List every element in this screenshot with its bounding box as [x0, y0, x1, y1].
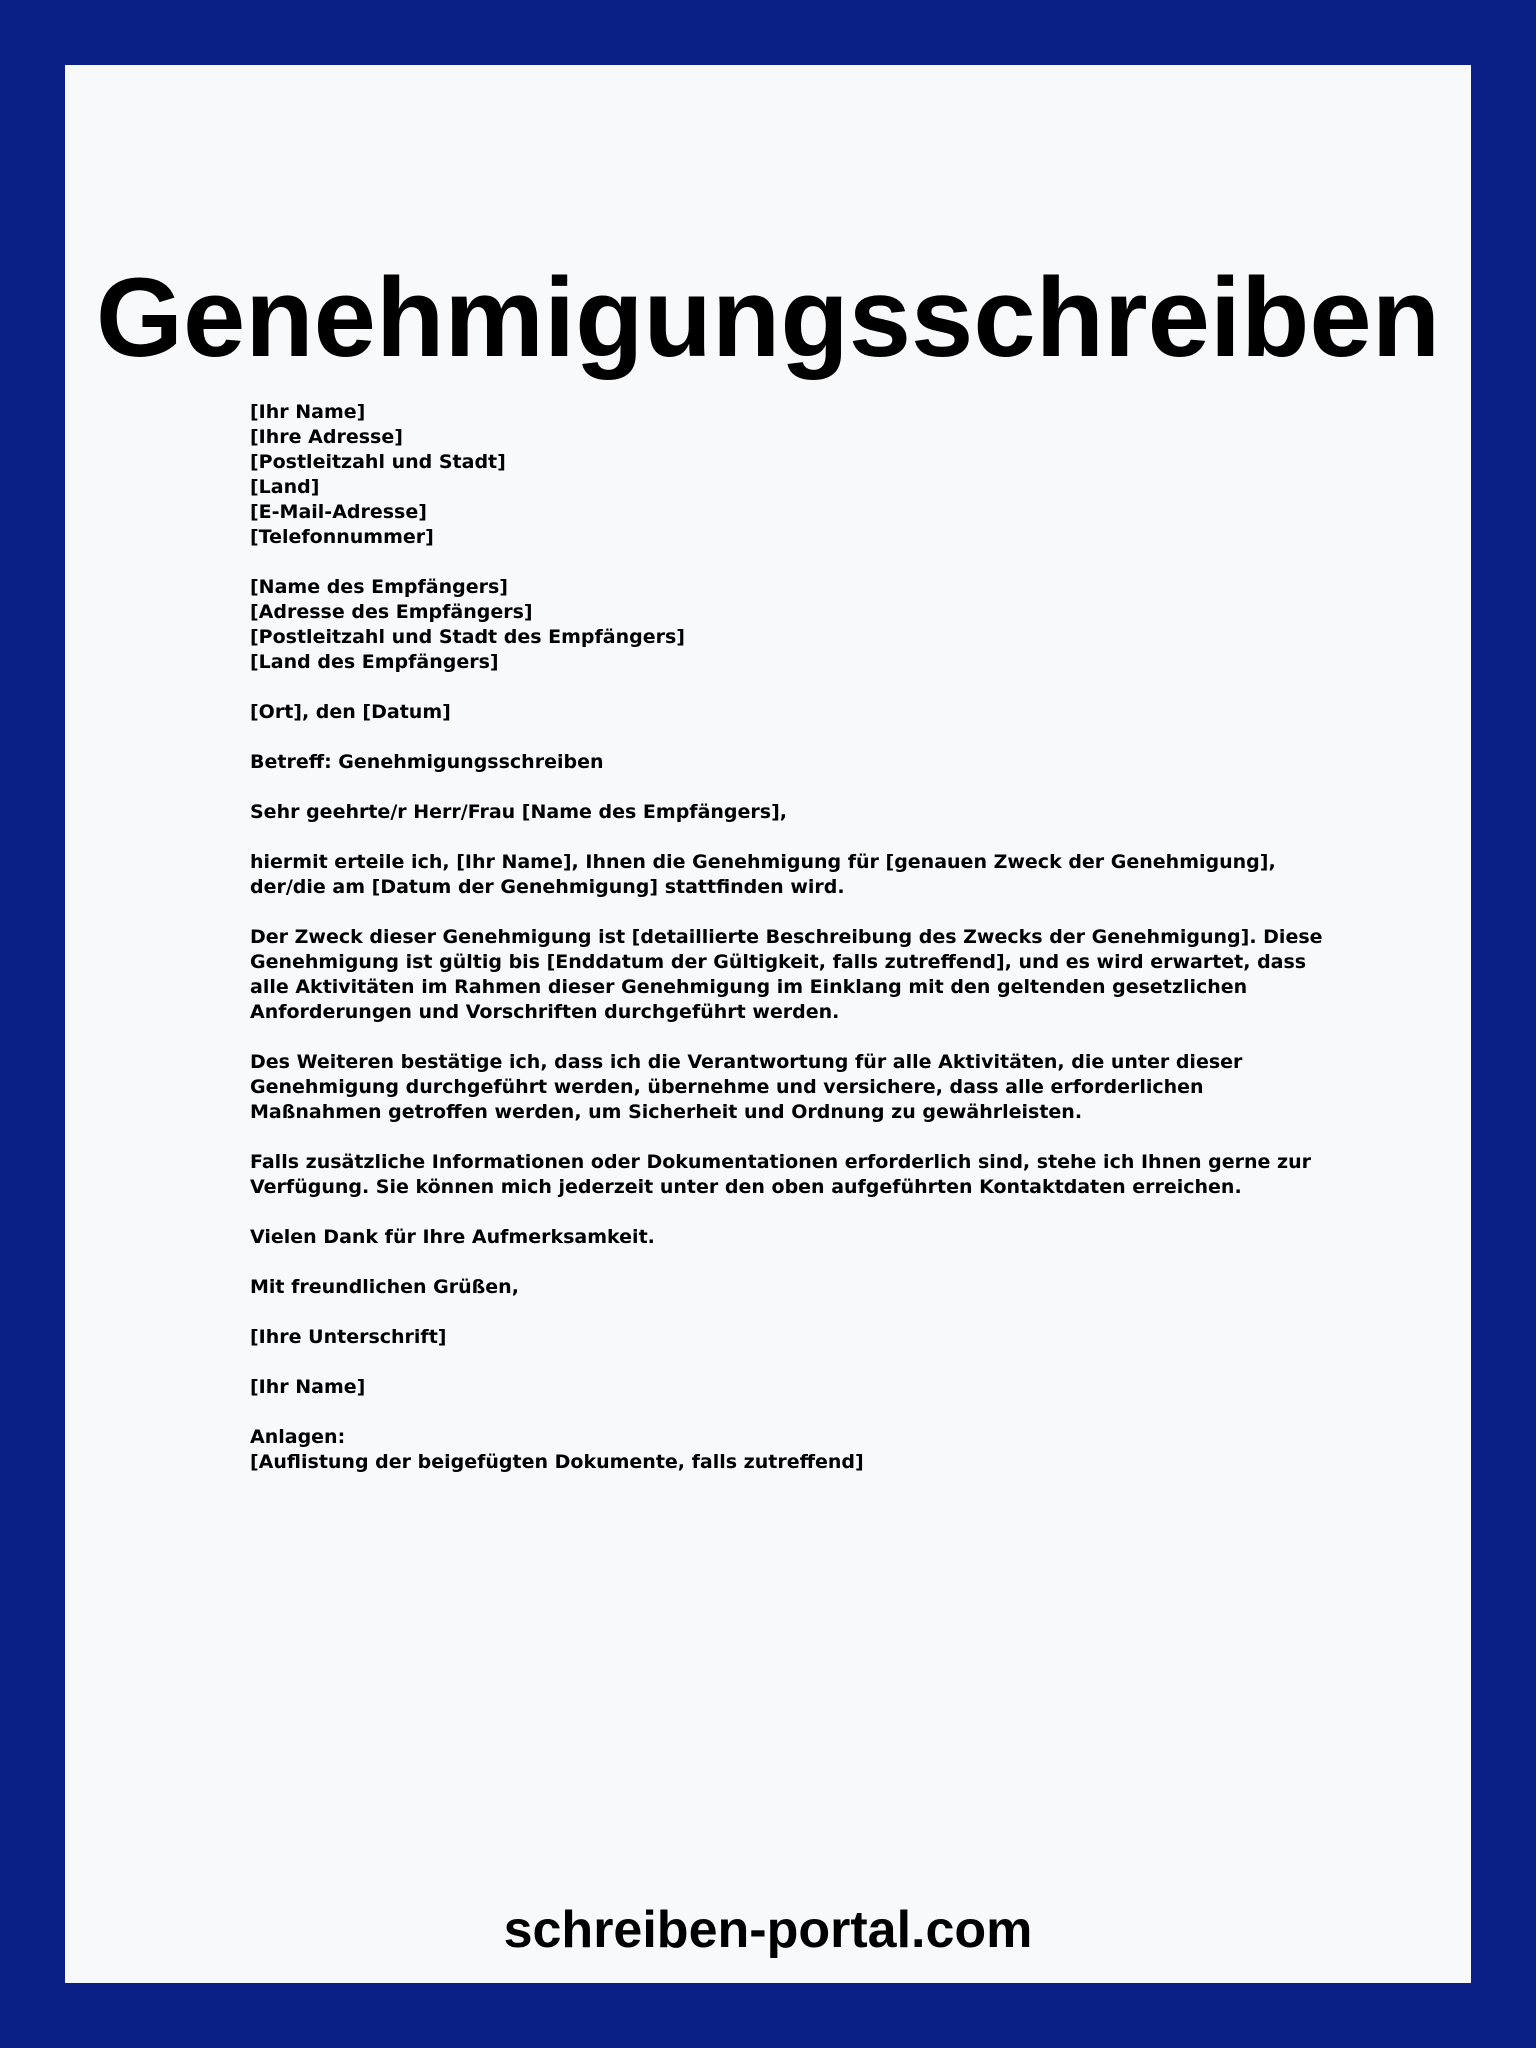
salutation: Sehr geehrte/r Herr/Frau [Name des Empfängers],	[250, 801, 787, 823]
recipient-block	[250, 575, 1330, 675]
signature-placeholder: [Ihre Unterschrift]	[250, 1326, 447, 1348]
page-title: Genehmigungsschreiben	[95, 255, 1441, 380]
recipient-name: [Name des Empfängers]	[250, 576, 508, 598]
attachments-text: [Auflistung der beigefügten Dokumente, falls zutreffend]	[250, 1451, 864, 1473]
site-footer-domain: schreiben-portal.com	[503, 1901, 1033, 1959]
sender-block	[250, 400, 1330, 550]
body-paragraph: Vielen Dank für Ihre Aufmerksamkeit.	[250, 1226, 655, 1248]
body-paragraph: Der Zweck dieser Genehmigung ist [detaillierte Beschreibung des Zwecks der Genehmigung]. Diese Genehmigung ist gültig bis [Enddatum der Gültigkeit, falls zutreffend], und es wird erwartet, dass alle Aktivitäten im Rahmen dieser Genehmigung im Einklang mit den geltenden gesetzlichen Anforderungen und Vorschriften durchgeführt werden.	[250, 926, 1323, 1023]
body-paragraph: hiermit erteile ich, [Ihr Name], Ihnen die Genehmigung für [genauen Zweck der Genehmigung], der/die am [Datum der Genehmigung] stattfinden wird.	[250, 851, 1276, 898]
sender-name: [Ihr Name]	[250, 401, 366, 423]
sender-postal-city: [Postleitzahl und Stadt]	[250, 451, 506, 473]
recipient-country: [Land des Empfängers]	[250, 651, 499, 673]
signer-name: [Ihr Name]	[250, 1376, 366, 1398]
sender-country: [Land]	[250, 476, 320, 498]
recipient-postal-city: [Postleitzahl und Stadt des Empfängers]	[250, 626, 685, 648]
letter-body	[250, 400, 1330, 1500]
letter-page	[65, 65, 1471, 1983]
attachments-label: Anlagen:	[250, 1426, 346, 1448]
body-paragraph: Des Weiteren bestätige ich, dass ich die Verantwortung für alle Aktivitäten, die unter dieser Genehmigung durchgeführt werden, übernehme und versichere, dass alle erforderlichen Maßnahmen getroffen werden, um Sicherheit und Ordnung zu gewährleisten.	[250, 1051, 1243, 1123]
sender-email: [E-Mail-Adresse]	[250, 501, 427, 523]
sender-address: [Ihre Adresse]	[250, 426, 403, 448]
attachments-block	[250, 1425, 1330, 1475]
body-paragraph: Falls zusätzliche Informationen oder Dokumentationen erforderlich sind, stehe ich Ihnen gerne zur Verfügung. Sie können mich jederzeit unter den oben aufgeführten Kontaktdaten erreichen.	[250, 1151, 1311, 1198]
place-date: [Ort], den [Datum]	[250, 701, 451, 723]
subject-line: Betreff: Genehmigungsschreiben	[250, 751, 604, 773]
sender-phone: [Telefonnummer]	[250, 526, 434, 548]
recipient-address: [Adresse des Empfängers]	[250, 601, 533, 623]
closing: Mit freundlichen Grüßen,	[250, 1276, 519, 1298]
